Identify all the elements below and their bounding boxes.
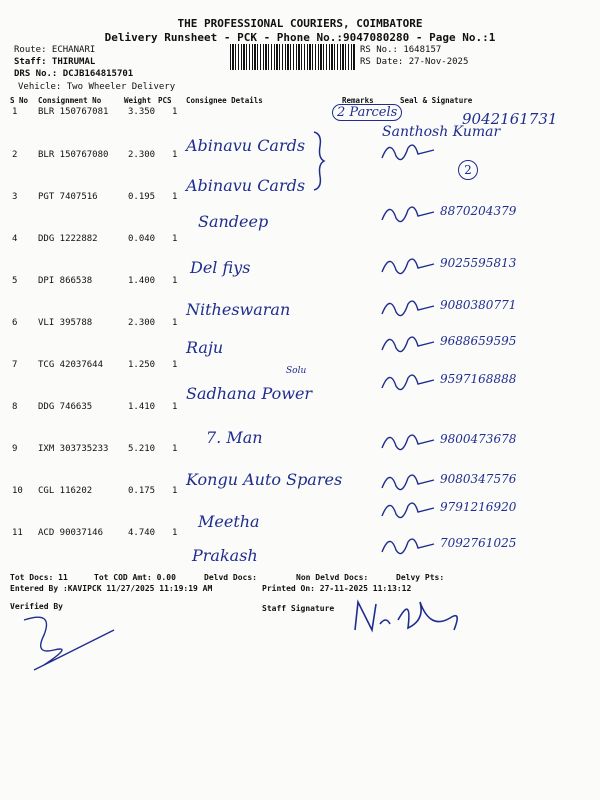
consignment-number: TCG 42037644: [38, 360, 104, 370]
consignee-name: Sadhana Power: [186, 384, 313, 403]
consignee-signature: [378, 328, 438, 358]
weight-value: 0.195: [128, 192, 156, 202]
barcode-image: [230, 44, 356, 70]
consignment-number: CGL 116202: [38, 486, 93, 496]
consignment-number: IXM 303735233: [38, 444, 109, 454]
consignee-signature: [378, 530, 438, 560]
pieces-count: 1: [172, 276, 178, 286]
delivered-docs: Delvd Docs:: [204, 573, 257, 582]
consignee-signature: [378, 426, 438, 456]
col-seal: Seal & Signature: [400, 96, 473, 105]
row-sno: 3: [12, 192, 18, 202]
consignee-signature: [378, 494, 438, 524]
circled-two: 2: [458, 160, 478, 180]
solu-note: Solu: [286, 366, 307, 376]
col-remarks: Remarks: [342, 96, 374, 105]
consignment-number: PGT 7407516: [38, 192, 98, 202]
row-sno: 8: [12, 402, 18, 412]
entered-by: Entered By :KAVIPCK 11/27/2025 11:19:19 AM: [10, 584, 213, 593]
pieces-count: 1: [172, 192, 178, 202]
row-sno: 1: [12, 107, 18, 117]
row-sno: 2: [12, 150, 18, 160]
weight-value: 1.400: [128, 276, 156, 286]
consignee-phone: 9025595813: [440, 256, 517, 270]
consignment-number: BLR 150767081: [38, 107, 109, 117]
weight-value: 2.300: [128, 150, 156, 160]
consignee-phone: 8870204379: [440, 204, 517, 218]
pieces-count: 1: [172, 528, 178, 538]
consignment-number: DDG 1222882: [38, 234, 98, 244]
page-subtitle: Delivery Runsheet - PCK - Phone No.:9047080280 - Page No.:1: [104, 31, 496, 44]
consignee-name: Sandeep: [198, 212, 269, 231]
col-consignment: Consignment No: [38, 96, 102, 105]
consignee-signature: [378, 198, 438, 228]
consignee-signature: [378, 366, 438, 396]
consignee-name: Raju: [186, 338, 224, 357]
pieces-count: 1: [172, 444, 178, 454]
row-sno: 6: [12, 318, 18, 328]
row-sno: 10: [12, 486, 23, 496]
row-sno: 11: [12, 528, 23, 538]
consignee-phone: 9791216920: [440, 500, 517, 514]
weight-value: 3.350: [128, 107, 156, 117]
consignee-phone: 9688659595: [440, 334, 517, 348]
non-delivered-docs: Non Delvd Docs:: [296, 573, 369, 582]
consignee-signature: [378, 292, 438, 322]
consignee-name: Abinavu Cards: [186, 176, 306, 195]
consignee-name: 7. Man: [206, 428, 263, 447]
pieces-count: 1: [172, 360, 178, 370]
consignment-number: DDG 746635: [38, 402, 93, 412]
verified-by-label: Verified By: [10, 602, 63, 611]
consignment-number: ACD 90037146: [38, 528, 104, 538]
pieces-count: 1: [172, 107, 178, 117]
receiver-name: Santhosh Kumar: [382, 124, 501, 140]
weight-value: 0.040: [128, 234, 156, 244]
row-sno: 7: [12, 360, 18, 370]
delivery-points: Delvy Pts:: [396, 573, 445, 582]
pieces-count: 1: [172, 150, 178, 160]
rs-number: RS No.: 1648157: [360, 45, 442, 55]
col-weight: Weight: [124, 96, 152, 105]
col-sno: S No: [10, 96, 29, 105]
consignee-name: Abinavu Cards: [186, 136, 306, 155]
pieces-count: 1: [172, 234, 178, 244]
weight-value: 1.250: [128, 360, 156, 370]
rs-date: RS Date: 27-Nov-2025: [360, 57, 469, 67]
consignee-name: Nitheswaran: [186, 300, 291, 319]
staff-signature-label: Staff Signature: [262, 604, 335, 613]
staff-signature: [350, 590, 470, 640]
consignee-phone: 9080380771: [440, 298, 517, 312]
verified-signature: [14, 610, 124, 680]
pieces-count: 1: [172, 486, 178, 496]
consignee-phone: 9597168888: [440, 372, 517, 386]
consignee-phone: 9080347576: [440, 472, 517, 486]
weight-value: 2.300: [128, 318, 156, 328]
route-label: Route: ECHANARI: [14, 45, 96, 55]
consignee-signature: [378, 466, 438, 496]
col-pcs: PCS: [158, 96, 172, 105]
total-cod: Tot COD Amt: 0.00: [94, 573, 176, 582]
consignee-name: Kongu Auto Spares: [186, 470, 343, 489]
weight-value: 0.175: [128, 486, 156, 496]
consignment-number: BLR 150767080: [38, 150, 109, 160]
weight-value: 5.210: [128, 444, 156, 454]
row-sno: 5: [12, 276, 18, 286]
total-docs: Tot Docs: 11: [10, 573, 68, 582]
consignee-signature: [378, 136, 438, 166]
consignee-name: Meetha: [198, 512, 260, 531]
weight-value: 1.410: [128, 402, 156, 412]
consignee-phone: 9042161731: [462, 110, 558, 128]
consignee-phone: 9800473678: [440, 432, 517, 446]
consignee-phone: 7092761025: [440, 536, 517, 550]
consignee-name: Prakash: [192, 546, 258, 565]
pieces-count: 1: [172, 402, 178, 412]
weight-value: 4.740: [128, 528, 156, 538]
page-title: THE PROFESSIONAL COURIERS, COIMBATORE: [177, 17, 423, 30]
vehicle-label: Vehicle: Two Wheeler Delivery: [18, 82, 176, 92]
row-sno: 9: [12, 444, 18, 454]
col-consignee: Consignee Details: [186, 96, 263, 105]
consignment-number: DPI 866538: [38, 276, 93, 286]
consignee-name: Del fiys: [190, 258, 251, 277]
drs-label: DRS No.: DCJB164815701: [14, 69, 134, 79]
parcels-note: 2 Parcels: [332, 104, 402, 121]
row-sno: 4: [12, 234, 18, 244]
consignee-signature: [378, 250, 438, 280]
brace-mark: [312, 130, 326, 192]
printed-on: Printed On: 27-11-2025 11:13:12: [262, 584, 412, 593]
pieces-count: 1: [172, 318, 178, 328]
consignment-number: VLI 395788: [38, 318, 93, 328]
staff-label: Staff: THIRUMAL: [14, 57, 96, 67]
